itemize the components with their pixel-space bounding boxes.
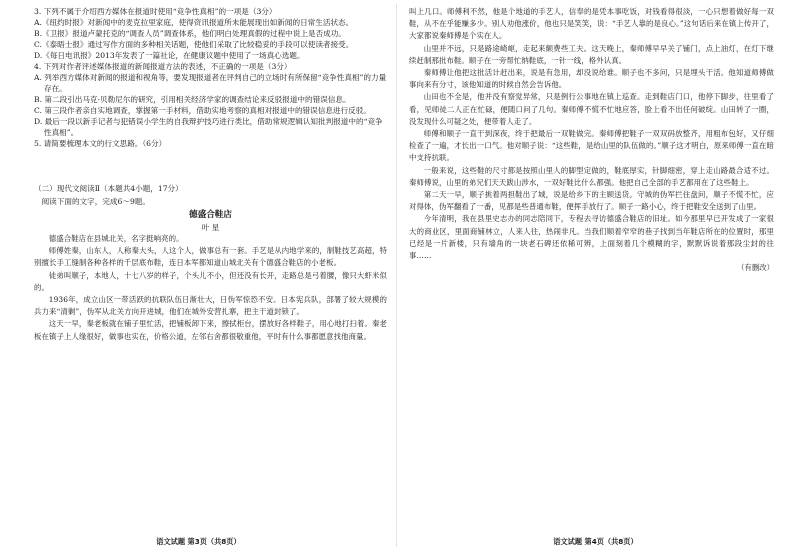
- story-paragraph: 师傅和顺子一直干到深夜，终于把最后一双鞋做完。秦师傅把鞋子一双双码放整齐，用粗布包好，又仔细检查了一遍，才长出一口气。他对顺子说：“这些鞋，是给山里的队伍做的。”顺子这才明白，原来师傅一直在暗中支持抗联。: [409, 129, 774, 163]
- question-4-option-d: D. 最后一段以新手记者与犯错误小学生的自我辩护技巧进行类比，借助常规逻辑认知批判报道中的“竞争性真相”。: [34, 117, 383, 137]
- story-paragraph: 德盛合鞋店在县城北关，名字挺响亮的。: [48, 234, 184, 243]
- page-footer-left: 语文试题 第3页（共8页）: [156, 537, 241, 546]
- answer-space: [34, 149, 387, 181]
- question-5: 5. 请简要梳理本文的行文思路。（6分）: [34, 139, 167, 148]
- question-3-stem: 3. 下列不属于介绍西方媒体在报道时使用“竞争性真相”的一项是（3分）: [34, 7, 277, 16]
- story-paragraph: 1936年，成立山区一带活跃的抗联队伍日渐壮大，日伪军惊恐不安。日本宪兵队，部署了较大规模的兵力来“清剿”，伪军从北关方向开进城，他们在城外安营扎寨，把主干道封锁了。: [34, 295, 387, 317]
- section-instruction: 阅读下面的文字，完成6～9题。: [41, 197, 150, 206]
- section-heading: （二）现代文阅读Ⅱ（本题共4小题，17分）: [34, 184, 183, 193]
- question-3-option-b: B.《卫报》报道卢蒙托克的“调查人员”调查体系，他们明白处理真假的过程中说上是否成功。: [34, 29, 346, 38]
- question-3-option-a: A.《纽约时报》对新闻中的麦克拉里家庭，使得资讯报道所未能展现出如新闻的日常生活状态。: [34, 18, 354, 27]
- question-4-option-b: B. 第二段引出马克·贝勒尼尔的研究，引用相关经济学家的调查结论来反驳报道中的错误信息。: [34, 95, 351, 104]
- story-title: 德盛合鞋店: [189, 210, 232, 220]
- story-paragraph: 一般来说，这些鞋的尺寸都是按照山里人的脚型定做的，鞋底厚实，针脚细密，穿上走山路最合适不过。秦师傅说，山里的弟兄们天天跋山涉水，一双好鞋比什么都强。他把自己全部的手艺都用在了这些鞋上。: [409, 165, 774, 187]
- right-page: [397, 0, 794, 551]
- question-4-option-a: A. 列举西方媒体对新闻的报道和视角等，要发现报道者在评判自己的立场时有所保留“竞争性真相”的力量存在。: [34, 73, 387, 93]
- question-4-stem: 4. 下列对作者评述媒体报道的新闻报道方法的表述，不正确的一项是（3分）: [34, 62, 292, 71]
- page-footer-right: 语文试题 第4页（共8页）: [553, 537, 638, 546]
- story-paragraph: 山田也不全是，他并没有察觉异常，只是例行公事地在镇上巡查。走到鞋店门口，他停下脚步，往里看了看，见师徒二人正在忙碌，便随口问了几句。秦师傅不慌不忙地应答，脸上看不出任何破绽。山田转了一圈，没发现什么可疑之处，便带着人走了。: [409, 92, 774, 126]
- question-3-option-c: C.《泰晤士报》通过写作方面的多种相关话题，使他们采取了比较稳妥的手段可以使读者接受。: [34, 40, 354, 49]
- story-paragraph: 第二天一早，顺子挑着两担鞋出了城，说是给乡下的主顾送货。守城的伪军拦住盘问，顺子不慌不忙，应对得体，伪军翻看了一番，见都是些普通布鞋，便挥手放行了。顺子一路小心，终于把鞋安全送到了山里。: [409, 190, 774, 212]
- story-paragraph: 叫上几口。师傅利不然，他是个地道的手艺人，信奉的是凭本事吃饭，对钱看得很淡，一心只想着做好每一双鞋，从不在乎能赚多少。别人劝他涨价，他也只是笑笑，说：“手艺人靠的是良心。”这句话后来在镇上传开了，大家都说秦师傅是个实在人。: [409, 7, 774, 41]
- edit-note: （有删改）: [737, 263, 774, 273]
- story-paragraph: 这天一早，秦老板就在铺子里忙活，把铺板卸下来，擦拭柜台，摆放好各样鞋子，用心地打扫着。秦老板在镇子上人缘很好，做事也实在，价格公道，左邻右舍都很敬重他，平时有什么事都愿意找他商量。: [34, 319, 387, 341]
- story-paragraph: 秦师傅让他把这批活计赶出来，说是有急用，却没说给谁。顺子也不多问，只是埋头干活。他知道师傅做事向来有分寸，该他知道的时候自然会告诉他。: [409, 68, 774, 90]
- story-paragraph: 师傅姓秦，山东人，人称秦大头，人这个人，做事总有一套。手艺是从内地学来的，制鞋技艺高超，特别擅长手工缝制各种各样的千层底布鞋，连日本军都知道山城北关有个德盛合鞋店的小老板。: [34, 246, 387, 268]
- story-paragraph: 今年清明，我在县里史志办的同志陪同下，专程去寻访德盛合鞋店的旧址。如今那里早已开发成了一家很大的商业区，里面商铺林立，人来人往，热闹非凡。当我们顺着窄窄的巷子找到当年鞋店所在的位置时，那里已经是一片新楼，只有墙角的一块老石碑还依稀可辨，上面刻着几个模糊的字，默默诉说着那段尘封的往事……: [409, 214, 774, 261]
- question-3-option-d: D.《每日电讯报》2013年发表了一篇社论，在健康议题中使用了一场真心选题。: [34, 51, 305, 60]
- question-4-option-c: C. 第三段作者亲自实地调查，掌握第一手材料，借助实地考察的真相对报道中的错误信息进行反驳。: [34, 106, 371, 115]
- story-paragraph: 徒弟叫顺子，本地人，十七八岁的样子，个头儿不小，但还没有长开，走路总是弓着腰，像只大虾米似的。: [34, 270, 387, 292]
- story-paragraph: 山里并不远，只是路途崎岖，走起来颇费些工夫。这天晚上，秦师傅早早关了铺门，点上油灯，在灯下继续赶制那批布鞋。顺子在一旁帮忙纳鞋底，一针一线，格外认真。: [409, 43, 774, 65]
- story-author: 叶 星: [201, 223, 220, 232]
